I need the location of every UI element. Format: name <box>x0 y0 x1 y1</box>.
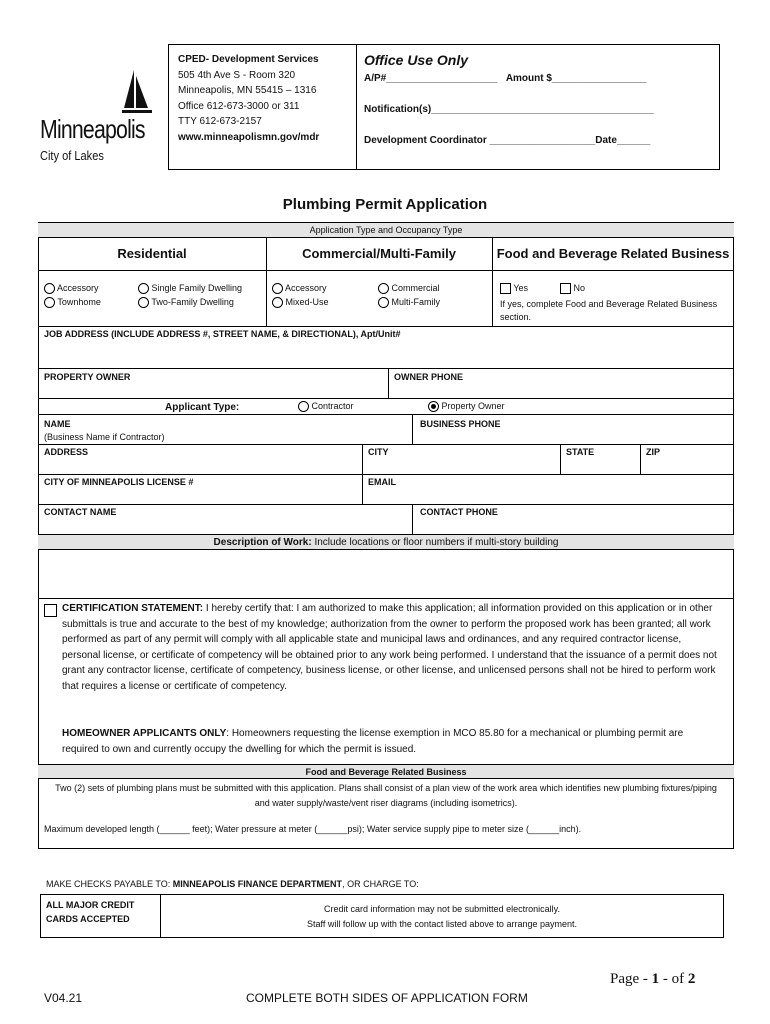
page-total: 2 <box>687 971 696 987</box>
date-label: Date <box>595 135 617 146</box>
food-heading: Food and Beverage Related Business <box>496 246 730 261</box>
city-label: CITY <box>368 447 389 457</box>
job-address-field[interactable] <box>44 342 724 364</box>
page-number <box>610 971 695 988</box>
business-phone-label: BUSINESS PHONE <box>420 419 501 429</box>
dept-city: Minneapolis, MN 55415 – 1316 <box>178 85 317 96</box>
option-label: Mixed-Use <box>285 297 329 307</box>
zip-label: ZIP <box>646 447 661 457</box>
option-label: Accessory <box>57 283 99 293</box>
food-plans-text: Two (2) sets of plumbing plans must be submitted with this application. Plans shall consist of a plan view of the work area which identifies new plumbing fixtures/piping and water supply/waste/vent riser diagrams (including isometrics). <box>55 783 717 808</box>
option-label: Yes <box>513 283 529 293</box>
credit-card-note <box>160 902 724 932</box>
radio-circle-icon[interactable] <box>138 297 149 308</box>
form-title: Plumbing Permit Application <box>282 196 488 213</box>
dept-office-phone: Office 612-673-3000 or 311 <box>178 100 300 112</box>
address-label: ADDRESS <box>44 447 89 457</box>
name-label: NAME <box>44 419 71 429</box>
description-header <box>38 534 734 550</box>
type-section-header <box>38 222 734 238</box>
radio-circle-icon[interactable] <box>44 283 55 294</box>
residential-single-family-option[interactable] <box>138 283 242 294</box>
city-logo <box>40 68 158 176</box>
checks-suffix: , OR CHARGE TO: <box>342 879 419 889</box>
ap-label: A/P# <box>364 73 387 84</box>
page-current: 1 <box>651 971 660 987</box>
contact-phone-label: CONTACT PHONE <box>420 507 498 517</box>
amount-label: Amount $ <box>505 73 552 84</box>
radio-circle-icon[interactable] <box>138 283 149 294</box>
dept-street: 505 4th Ave S - Room 320 <box>178 69 296 81</box>
property-owner-field[interactable] <box>44 384 382 396</box>
applicant-type-label: Applicant Type: <box>165 402 240 413</box>
radio-circle-icon[interactable] <box>44 297 55 308</box>
commercial-accessory-option[interactable] <box>272 283 327 294</box>
checkbox-icon[interactable] <box>44 604 57 617</box>
checks-payable <box>46 879 419 889</box>
notification-field[interactable]: ________________________________________ <box>431 104 654 115</box>
applicant-contractor-option[interactable] <box>298 401 354 412</box>
residential-townhome-option[interactable] <box>44 297 101 308</box>
dept-website[interactable]: www.minneapolismn.gov/mdr <box>178 131 320 143</box>
food-no-option[interactable] <box>560 283 585 294</box>
certification-text: I hereby certify that: I am authorized to make this application; all information provided on this application or in other submittals is true and accurate to the best of my knowledge; authorization from the owner to perform the proposed work has been granted; all work performed as part of any permit will comply with all applicable state and municipal laws and ordinances, and any required contractor license, personal license, or certificate of competency will be obtained prior to any work being performed. I understand that the issuance of a permit does not grant any contractor license, certificate of competency, business license, or other license, and unlicensed persons shall not be hired to perform work that requires a license or certificate of competency. <box>62 603 717 692</box>
commercial-commercial-option[interactable] <box>378 283 440 294</box>
job-address-label: JOB ADDRESS (INCLUDE ADDRESS #, STREET NAME, & DIRECTIONAL), Apt/Unit# <box>44 329 401 339</box>
credit-cards-accepted: ALL MAJOR CREDIT CARDS ACCEPTED <box>46 900 135 924</box>
option-label: Accessory <box>285 283 327 293</box>
state-label: STATE <box>566 447 595 457</box>
applicant-property-owner-option[interactable] <box>428 401 505 412</box>
property-owner-label: PROPERTY OWNER <box>44 372 131 382</box>
city-tagline: City of Lakes <box>40 148 104 163</box>
owner-phone-field[interactable] <box>394 384 724 396</box>
certification-statement <box>62 601 722 695</box>
version-label: V04.21 <box>44 991 83 1005</box>
city-name: Minneapolis <box>40 114 145 144</box>
residential-accessory-option[interactable] <box>44 283 99 294</box>
type-section-label: Application Type and Occupancy Type <box>309 225 463 235</box>
ap-field[interactable]: ____________________ <box>386 73 498 84</box>
food-yes-option[interactable] <box>500 283 528 294</box>
checks-prefix: MAKE CHECKS PAYABLE TO: <box>46 879 173 889</box>
description-label: Description of Work: <box>213 537 312 548</box>
coordinator-label: Development Coordinator <box>364 135 487 146</box>
notification-label: Notification(s) <box>364 104 432 115</box>
page-mid: - of <box>659 971 688 987</box>
food-note: If yes, complete Food and Beverage Related Business section. <box>500 299 718 322</box>
certification-title: CERTIFICATION STATEMENT: <box>62 603 204 614</box>
option-label: Property Owner <box>441 401 505 411</box>
office-use-title: Office Use Only <box>364 52 469 68</box>
notification-row <box>364 104 654 115</box>
radio-circle-icon[interactable] <box>378 283 389 294</box>
checks-payee: MINNEAPOLIS FINANCE DEPARTMENT <box>172 879 343 889</box>
option-label: Multi-Family <box>391 297 441 307</box>
sailboat-icon <box>122 68 152 118</box>
name-note: (Business Name if Contractor) <box>44 432 165 442</box>
dept-name: CPED- Development Services <box>178 54 319 65</box>
commercial-heading: Commercial/Multi-Family <box>302 246 456 261</box>
license-label: CITY OF MINNEAPOLIS LICENSE # <box>44 477 194 487</box>
email-label: EMAIL <box>368 477 396 487</box>
contact-name-label: CONTACT NAME <box>44 507 117 517</box>
commercial-multi-family-option[interactable] <box>378 297 440 308</box>
description-field[interactable] <box>42 552 730 596</box>
option-label: Commercial <box>391 283 440 293</box>
ap-amount-row <box>364 73 646 84</box>
dept-address <box>178 52 319 145</box>
option-label: Two-Family Dwelling <box>151 297 234 307</box>
option-label: Contractor <box>311 401 354 411</box>
coordinator-field[interactable]: ___________________ <box>489 135 596 146</box>
certification-checkbox[interactable] <box>44 602 57 620</box>
food-section-header <box>38 764 734 779</box>
page-prefix: Page - <box>610 971 652 987</box>
dept-tty: TTY 612-673-2157 <box>178 116 262 127</box>
description-hint: Include locations or floor numbers if multi-story building <box>311 537 559 548</box>
option-label: Single Family Dwelling <box>151 283 243 293</box>
radio-circle-icon[interactable] <box>272 297 283 308</box>
option-label: Townhome <box>57 297 101 307</box>
homeowner-text: : Homeowners requesting the license exemption in MCO 85.80 for a mechanical or plumbing permit are required to own and currently occupy the dwelling for which the permit is issued. <box>62 728 684 755</box>
credit-note-line1: Credit card information may not be submitted electronically. <box>324 904 560 914</box>
homeowner-statement <box>62 726 722 757</box>
commercial-mixed-use-option[interactable] <box>272 297 329 308</box>
radio-circle-icon[interactable] <box>378 297 389 308</box>
residential-heading: Residential <box>117 246 187 261</box>
amount-field[interactable]: _________________ <box>551 73 647 84</box>
checkbox-icon[interactable] <box>560 283 571 294</box>
food-section-label: Food and Beverage Related Business <box>305 767 467 777</box>
coordinator-row <box>364 135 650 146</box>
credit-note-line2: Staff will follow up with the contact listed above to arrange payment. <box>307 919 577 929</box>
max-length-text: Maximum developed length (______ feet); Water pressure at meter (______psi); Water service supply pipe to meter size (______inch). <box>44 824 582 834</box>
homeowner-title: HOMEOWNER APPLICANTS ONLY <box>62 728 227 739</box>
residential-two-family-option[interactable] <box>138 297 234 308</box>
radio-selected-icon[interactable] <box>428 401 439 412</box>
checkbox-icon[interactable] <box>500 283 511 294</box>
radio-circle-icon[interactable] <box>272 283 283 294</box>
option-label: No <box>573 283 586 293</box>
complete-both-sides-note: COMPLETE BOTH SIDES OF APPLICATION FORM <box>246 991 528 1005</box>
owner-phone-label: OWNER PHONE <box>394 372 464 382</box>
date-field[interactable]: ______ <box>616 135 651 146</box>
radio-circle-icon[interactable] <box>298 401 309 412</box>
